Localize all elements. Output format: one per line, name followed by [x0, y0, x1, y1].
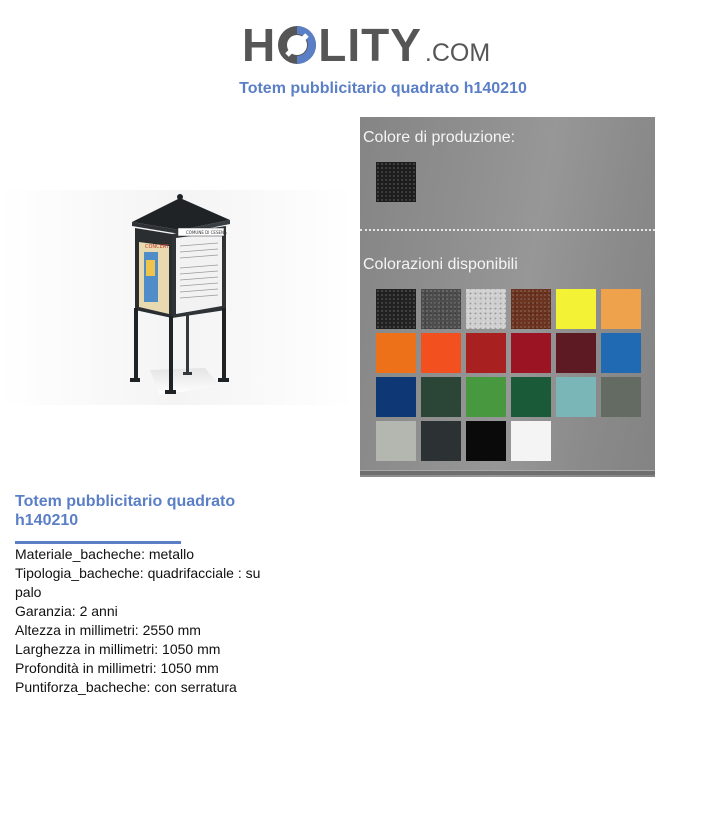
- spec-item: Tipologia_bacheche: quadrifacciale : su palo: [15, 565, 261, 600]
- color-swatch[interactable]: [511, 333, 551, 373]
- holity-o-logo-icon: [277, 25, 317, 65]
- page-title: Totem pubblicitario quadrato h140210: [239, 80, 527, 97]
- spec-item: Garanzia: 2 anni: [15, 603, 118, 619]
- color-swatch[interactable]: [466, 289, 506, 329]
- color-swatch[interactable]: [601, 289, 641, 329]
- production-color-heading: Colore di produzione:: [363, 129, 516, 146]
- color-swatch[interactable]: [421, 289, 461, 329]
- color-swatch[interactable]: [376, 421, 416, 461]
- spec-item: Puntiforza_bacheche: con serratura: [15, 679, 237, 695]
- title-underline: [15, 541, 181, 544]
- svg-text:CONCERT: CONCERT: [145, 244, 169, 250]
- spec-item: Altezza in millimetri: 2550 mm: [15, 622, 201, 638]
- color-swatch[interactable]: [466, 333, 506, 373]
- color-swatch[interactable]: [601, 333, 641, 373]
- panel-divider: [360, 229, 655, 231]
- color-swatch[interactable]: [421, 421, 461, 461]
- spec-item: Profondità in millimetri: 1050 mm: [15, 660, 219, 676]
- color-swatch[interactable]: [466, 421, 506, 461]
- color-swatch[interactable]: [421, 333, 461, 373]
- color-swatch[interactable]: [601, 377, 641, 417]
- spec-item: Larghezza in millimetri: 1050 mm: [15, 641, 221, 657]
- site-logo[interactable]: [242, 12, 491, 71]
- spec-list: [15, 545, 275, 697]
- logo-text-h: H: [242, 19, 277, 71]
- spec-item: Materiale_bacheche: metallo: [15, 546, 194, 562]
- color-panel: [360, 117, 655, 477]
- color-swatch[interactable]: [376, 289, 416, 329]
- panel-bottom-bar: [360, 470, 655, 475]
- product-title: Totem pubblicitario quadrato h140210: [15, 493, 236, 529]
- advertising-totem-image[interactable]: [0, 190, 355, 405]
- logo-suffix: .COM: [424, 39, 491, 67]
- available-colors-heading: Colorazioni disponibili: [363, 256, 518, 273]
- color-swatch[interactable]: [556, 333, 596, 373]
- color-swatch[interactable]: [511, 289, 551, 329]
- color-swatch[interactable]: [466, 377, 506, 417]
- color-swatch[interactable]: [556, 377, 596, 417]
- color-swatch[interactable]: [421, 377, 461, 417]
- production-color-swatch: [376, 162, 416, 202]
- color-swatch[interactable]: [511, 421, 551, 461]
- color-swatch[interactable]: [511, 377, 551, 417]
- color-swatch[interactable]: [556, 289, 596, 329]
- board-label: COMUNE DI CESENA: [186, 230, 227, 235]
- color-swatch[interactable]: [376, 333, 416, 373]
- color-swatch[interactable]: [376, 377, 416, 417]
- logo-text-lity: LITY: [318, 19, 422, 71]
